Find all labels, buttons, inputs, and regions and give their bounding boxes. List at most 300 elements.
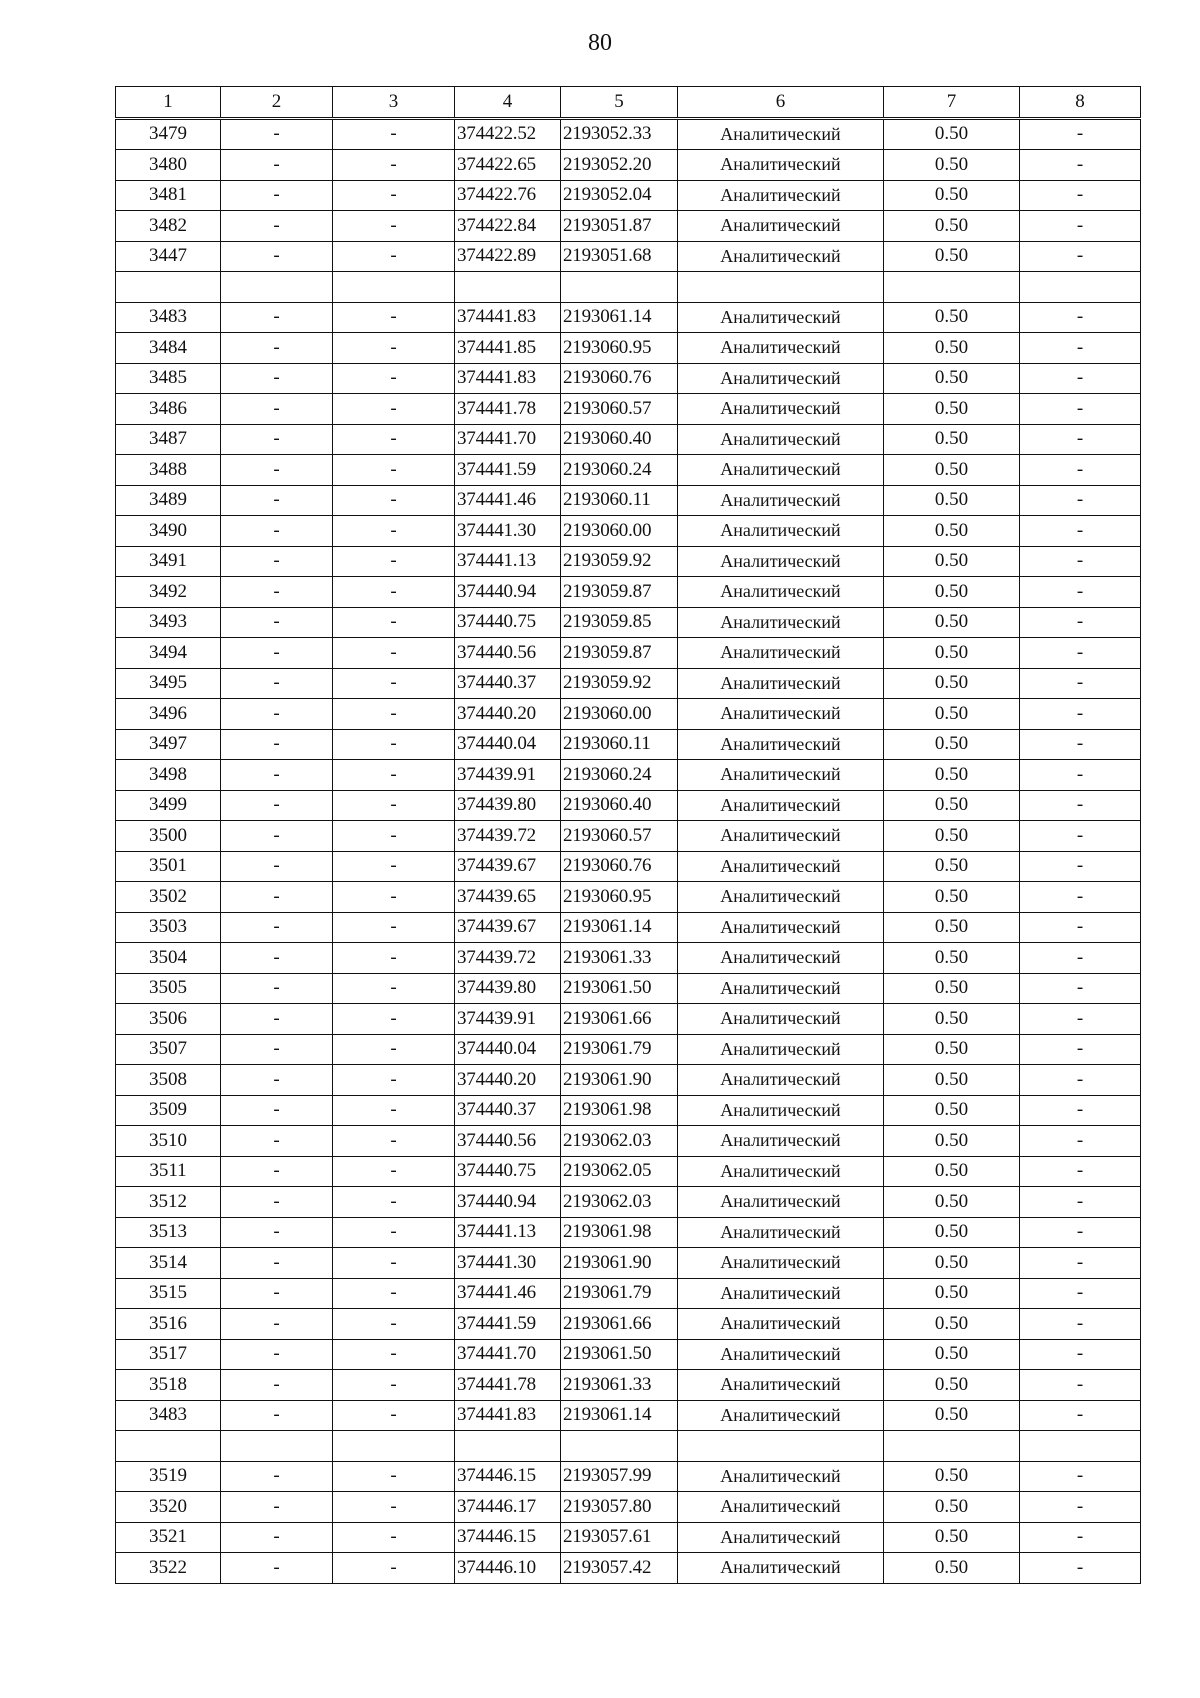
table-cell-col-3: - [333, 1492, 455, 1523]
table-cell-col-1: 3488 [116, 455, 221, 486]
table-cell-col-6: Аналитический [678, 1492, 884, 1523]
table-cell-col-6: Аналитический [678, 577, 884, 608]
table-cell-col-2: - [221, 1522, 333, 1553]
table-cell-col-5: 2193057.42 [561, 1553, 678, 1584]
table-cell-col-6: Аналитический [678, 1156, 884, 1187]
table-cell-col-2: - [221, 1156, 333, 1187]
table-cell-col-7: 0.50 [884, 424, 1020, 455]
table-cell-col-2: - [221, 333, 333, 364]
table-cell-col-1: 3503 [116, 912, 221, 943]
table-cell-col-1: 3485 [116, 363, 221, 394]
table-cell-col-6: Аналитический [678, 302, 884, 333]
table-cell-col-5: 2193061.98 [561, 1095, 678, 1126]
table-cell-col-1: 3517 [116, 1339, 221, 1370]
column-header-1: 1 [116, 87, 221, 119]
table-cell-col-2: - [221, 1095, 333, 1126]
table-cell-col-2: - [221, 1126, 333, 1157]
table-row [116, 821, 1141, 852]
table-cell-col-2: - [221, 1187, 333, 1218]
table-cell-col-2: - [221, 1034, 333, 1065]
table-cell-col-8: - [1020, 455, 1141, 486]
table-cell-col-7: 0.50 [884, 546, 1020, 577]
table-cell-col-4: 374422.65 [455, 150, 561, 181]
table-cell-col-2: - [221, 455, 333, 486]
table-cell-col-8 [1020, 1431, 1141, 1462]
table-cell-col-6: Аналитический [678, 1187, 884, 1218]
table-cell-col-8: - [1020, 638, 1141, 669]
table-cell-col-6: Аналитический [678, 1248, 884, 1279]
table-cell-col-5: 2193061.98 [561, 1217, 678, 1248]
table-cell-col-1: 3500 [116, 821, 221, 852]
table-cell-col-4: 374446.10 [455, 1553, 561, 1584]
table-cell-col-3: - [333, 1461, 455, 1492]
table-row [116, 973, 1141, 1004]
table-cell-col-3: - [333, 1309, 455, 1340]
table-cell-col-8 [1020, 272, 1141, 303]
table-cell-col-4: 374440.04 [455, 1034, 561, 1065]
table-cell-col-6: Аналитический [678, 973, 884, 1004]
table-cell-col-7: 0.50 [884, 851, 1020, 882]
table-cell-col-5: 2193059.87 [561, 638, 678, 669]
table-row [116, 1248, 1141, 1279]
table-cell-col-7: 0.50 [884, 973, 1020, 1004]
table-cell-col-3 [333, 272, 455, 303]
table-cell-col-5: 2193062.03 [561, 1126, 678, 1157]
table-cell-col-5: 2193060.76 [561, 851, 678, 882]
table-cell-col-8: - [1020, 607, 1141, 638]
table-cell-col-6: Аналитический [678, 1217, 884, 1248]
table-cell-col-5: 2193061.14 [561, 1400, 678, 1431]
table-cell-col-7: 0.50 [884, 760, 1020, 791]
table-cell-col-6: Аналитический [678, 729, 884, 760]
table-cell-col-8: - [1020, 1187, 1141, 1218]
table-body [116, 118, 1141, 1583]
table-cell-col-6: Аналитический [678, 1004, 884, 1035]
table-cell-col-4: 374441.46 [455, 1278, 561, 1309]
table-cell-col-1: 3495 [116, 668, 221, 699]
coordinates-table-container [115, 86, 1140, 1584]
table-cell-col-6: Аналитический [678, 1370, 884, 1401]
table-cell-col-5: 2193060.11 [561, 485, 678, 516]
table-cell-col-8: - [1020, 1461, 1141, 1492]
table-cell-col-4: 374439.67 [455, 851, 561, 882]
table-separator-row [116, 1431, 1141, 1462]
table-cell-col-4: 374440.94 [455, 577, 561, 608]
table-cell-col-6: Аналитический [678, 118, 884, 150]
table-cell-col-6: Аналитический [678, 424, 884, 455]
table-cell-col-4: 374439.91 [455, 1004, 561, 1035]
table-cell-col-1: 3484 [116, 333, 221, 364]
table-cell-col-3: - [333, 302, 455, 333]
table-cell-col-1: 3490 [116, 516, 221, 547]
table-row [116, 1553, 1141, 1584]
table-cell-col-3: - [333, 790, 455, 821]
table-cell-col-7: 0.50 [884, 485, 1020, 516]
table-cell-col-7: 0.50 [884, 699, 1020, 730]
table-cell-col-1: 3505 [116, 973, 221, 1004]
table-cell-col-2: - [221, 1461, 333, 1492]
table-row [116, 211, 1141, 242]
table-cell-col-1: 3482 [116, 211, 221, 242]
table-cell-col-3: - [333, 882, 455, 913]
table-cell-col-8: - [1020, 1217, 1141, 1248]
table-cell-col-5: 2193060.11 [561, 729, 678, 760]
table-cell-col-3: - [333, 1156, 455, 1187]
table-cell-col-1: 3496 [116, 699, 221, 730]
table-cell-col-4: 374422.84 [455, 211, 561, 242]
table-cell-col-8: - [1020, 1004, 1141, 1035]
table-cell-col-7: 0.50 [884, 1217, 1020, 1248]
table-cell-col-7: 0.50 [884, 241, 1020, 272]
table-cell-col-1: 3507 [116, 1034, 221, 1065]
table-cell-col-8: - [1020, 1339, 1141, 1370]
table-cell-col-2: - [221, 1309, 333, 1340]
table-cell-col-4: 374439.80 [455, 790, 561, 821]
table-cell-col-7: 0.50 [884, 1309, 1020, 1340]
table-cell-col-4: 374441.59 [455, 1309, 561, 1340]
table-cell-col-4: 374441.85 [455, 333, 561, 364]
table-cell-col-7: 0.50 [884, 1065, 1020, 1096]
table-cell-col-6: Аналитический [678, 1065, 884, 1096]
table-cell-col-8: - [1020, 363, 1141, 394]
table-cell-col-7: 0.50 [884, 577, 1020, 608]
table-cell-col-6: Аналитический [678, 607, 884, 638]
table-cell-col-7: 0.50 [884, 302, 1020, 333]
table-cell-col-7: 0.50 [884, 638, 1020, 669]
table-cell-col-7: 0.50 [884, 1492, 1020, 1523]
table-cell-col-6: Аналитический [678, 1339, 884, 1370]
table-cell-col-3: - [333, 118, 455, 150]
table-row [116, 1400, 1141, 1431]
table-row [116, 790, 1141, 821]
column-header-3: 3 [333, 87, 455, 119]
table-row [116, 760, 1141, 791]
column-header-8: 8 [1020, 87, 1141, 119]
table-cell-col-8: - [1020, 516, 1141, 547]
table-cell-col-5: 2193061.79 [561, 1278, 678, 1309]
column-header-6: 6 [678, 87, 884, 119]
table-cell-col-8: - [1020, 118, 1141, 150]
table-cell-col-4: 374441.13 [455, 1217, 561, 1248]
table-cell-col-3: - [333, 424, 455, 455]
table-row [116, 1278, 1141, 1309]
table-row [116, 333, 1141, 364]
table-cell-col-5: 2193060.24 [561, 455, 678, 486]
table-cell-col-5: 2193059.87 [561, 577, 678, 608]
table-cell-col-2: - [221, 485, 333, 516]
table-cell-col-3: - [333, 1217, 455, 1248]
table-cell-col-5: 2193062.05 [561, 1156, 678, 1187]
table-cell-col-1: 3486 [116, 394, 221, 425]
table-cell-col-6: Аналитический [678, 1278, 884, 1309]
table-cell-col-8: - [1020, 1156, 1141, 1187]
table-cell-col-4: 374446.15 [455, 1461, 561, 1492]
table-cell-col-6: Аналитический [678, 150, 884, 181]
table-cell-col-7: 0.50 [884, 1339, 1020, 1370]
table-cell-col-6: Аналитический [678, 699, 884, 730]
table-cell-col-8: - [1020, 851, 1141, 882]
table-cell-col-2: - [221, 577, 333, 608]
table-cell-col-8: - [1020, 241, 1141, 272]
table-cell-col-1: 3511 [116, 1156, 221, 1187]
column-header-7: 7 [884, 87, 1020, 119]
table-cell-col-7: 0.50 [884, 912, 1020, 943]
table-cell-col-2: - [221, 118, 333, 150]
table-cell-col-2: - [221, 912, 333, 943]
table-cell-col-5: 2193060.95 [561, 333, 678, 364]
table-cell-col-7: 0.50 [884, 1522, 1020, 1553]
table-cell-col-8: - [1020, 1492, 1141, 1523]
table-cell-col-6: Аналитический [678, 363, 884, 394]
table-cell-col-7: 0.50 [884, 1278, 1020, 1309]
table-cell-col-7: 0.50 [884, 1553, 1020, 1584]
table-cell-col-1: 3520 [116, 1492, 221, 1523]
table-row [116, 1370, 1141, 1401]
table-cell-col-8: - [1020, 943, 1141, 974]
table-row [116, 1309, 1141, 1340]
table-cell-col-5: 2193061.66 [561, 1309, 678, 1340]
table-cell-col-5 [561, 1431, 678, 1462]
table-cell-col-4: 374440.37 [455, 1095, 561, 1126]
table-cell-col-3: - [333, 1248, 455, 1279]
table-row [116, 1065, 1141, 1096]
table-row [116, 1156, 1141, 1187]
table-cell-col-2 [221, 272, 333, 303]
table-cell-col-1: 3494 [116, 638, 221, 669]
table-cell-col-1: 3493 [116, 607, 221, 638]
coordinates-table [115, 86, 1141, 1584]
table-row [116, 1217, 1141, 1248]
table-row [116, 1187, 1141, 1218]
table-cell-col-1: 3481 [116, 180, 221, 211]
table-cell-col-7: 0.50 [884, 1461, 1020, 1492]
table-cell-col-1: 3514 [116, 1248, 221, 1279]
table-cell-col-3: - [333, 1278, 455, 1309]
table-cell-col-3: - [333, 699, 455, 730]
table-cell-col-5: 2193061.33 [561, 943, 678, 974]
table-cell-col-7 [884, 272, 1020, 303]
table-cell-col-8: - [1020, 424, 1141, 455]
table-cell-col-1: 3483 [116, 302, 221, 333]
table-cell-col-5: 2193060.40 [561, 424, 678, 455]
table-row [116, 424, 1141, 455]
table-row [116, 485, 1141, 516]
table-cell-col-1: 3522 [116, 1553, 221, 1584]
table-cell-col-2: - [221, 1553, 333, 1584]
table-cell-col-3: - [333, 1126, 455, 1157]
table-cell-col-4: 374441.46 [455, 485, 561, 516]
table-row [116, 1522, 1141, 1553]
table-cell-col-4: 374441.78 [455, 1370, 561, 1401]
table-cell-col-8: - [1020, 1309, 1141, 1340]
table-cell-col-4: 374440.20 [455, 1065, 561, 1096]
table-cell-col-2 [221, 1431, 333, 1462]
table-cell-col-6: Аналитический [678, 912, 884, 943]
table-row [116, 516, 1141, 547]
table-cell-col-7: 0.50 [884, 1248, 1020, 1279]
table-cell-col-1: 3504 [116, 943, 221, 974]
table-row [116, 638, 1141, 669]
table-cell-col-1 [116, 272, 221, 303]
table-cell-col-8: - [1020, 302, 1141, 333]
table-cell-col-2: - [221, 1004, 333, 1035]
table-cell-col-8: - [1020, 1095, 1141, 1126]
table-cell-col-8: - [1020, 790, 1141, 821]
table-cell-col-1: 3516 [116, 1309, 221, 1340]
table-cell-col-5 [561, 272, 678, 303]
table-cell-col-2: - [221, 1400, 333, 1431]
table-cell-col-3: - [333, 973, 455, 1004]
table-cell-col-2: - [221, 394, 333, 425]
table-cell-col-3: - [333, 1553, 455, 1584]
table-row [116, 668, 1141, 699]
table-cell-col-7: 0.50 [884, 882, 1020, 913]
table-cell-col-2: - [221, 882, 333, 913]
table-cell-col-4: 374441.83 [455, 363, 561, 394]
table-cell-col-4: 374440.20 [455, 699, 561, 730]
table-row [116, 912, 1141, 943]
table-cell-col-6: Аналитический [678, 485, 884, 516]
table-cell-col-2: - [221, 211, 333, 242]
table-cell-col-7: 0.50 [884, 1034, 1020, 1065]
table-cell-col-2: - [221, 760, 333, 791]
table-cell-col-4: 374422.76 [455, 180, 561, 211]
table-cell-col-4: 374441.70 [455, 1339, 561, 1370]
table-cell-col-5: 2193060.57 [561, 821, 678, 852]
table-cell-col-8: - [1020, 577, 1141, 608]
table-cell-col-1: 3502 [116, 882, 221, 913]
table-cell-col-7: 0.50 [884, 394, 1020, 425]
table-cell-col-4: 374441.13 [455, 546, 561, 577]
table-cell-col-2: - [221, 1217, 333, 1248]
table-row [116, 546, 1141, 577]
column-header-2: 2 [221, 87, 333, 119]
table-cell-col-3: - [333, 485, 455, 516]
table-cell-col-3: - [333, 912, 455, 943]
table-cell-col-1: 3506 [116, 1004, 221, 1035]
table-cell-col-1: 3515 [116, 1278, 221, 1309]
table-cell-col-1: 3489 [116, 485, 221, 516]
table-cell-col-5: 2193061.79 [561, 1034, 678, 1065]
table-cell-col-5: 2193051.68 [561, 241, 678, 272]
table-cell-col-3: - [333, 1034, 455, 1065]
table-cell-col-3: - [333, 546, 455, 577]
table-cell-col-7: 0.50 [884, 1187, 1020, 1218]
table-cell-col-1: 3492 [116, 577, 221, 608]
table-cell-col-5: 2193060.00 [561, 516, 678, 547]
table-cell-col-5: 2193061.33 [561, 1370, 678, 1401]
table-cell-col-7: 0.50 [884, 118, 1020, 150]
table-cell-col-8: - [1020, 180, 1141, 211]
table-cell-col-1: 3519 [116, 1461, 221, 1492]
table-cell-col-5: 2193061.90 [561, 1065, 678, 1096]
table-row [116, 699, 1141, 730]
table-cell-col-2: - [221, 424, 333, 455]
table-cell-col-4: 374440.56 [455, 638, 561, 669]
table-cell-col-3: - [333, 1095, 455, 1126]
table-cell-col-2: - [221, 607, 333, 638]
table-cell-col-3: - [333, 1339, 455, 1370]
table-cell-col-1: 3479 [116, 118, 221, 150]
table-cell-col-3 [333, 1431, 455, 1462]
table-separator-row [116, 272, 1141, 303]
table-cell-col-8: - [1020, 1065, 1141, 1096]
table-cell-col-6: Аналитический [678, 1095, 884, 1126]
table-cell-col-1: 3498 [116, 760, 221, 791]
table-cell-col-2: - [221, 150, 333, 181]
table-cell-col-3: - [333, 943, 455, 974]
column-header-4: 4 [455, 87, 561, 119]
table-cell-col-2: - [221, 302, 333, 333]
table-cell-col-7: 0.50 [884, 607, 1020, 638]
table-cell-col-4: 374439.65 [455, 882, 561, 913]
table-cell-col-8: - [1020, 150, 1141, 181]
table-cell-col-2: - [221, 1370, 333, 1401]
table-cell-col-8: - [1020, 333, 1141, 364]
table-cell-col-3: - [333, 607, 455, 638]
table-cell-col-6: Аналитический [678, 851, 884, 882]
table-cell-col-6: Аналитический [678, 455, 884, 486]
table-cell-col-7: 0.50 [884, 1370, 1020, 1401]
table-cell-col-8: - [1020, 1522, 1141, 1553]
table-row [116, 882, 1141, 913]
table-cell-col-3: - [333, 211, 455, 242]
table-cell-col-4: 374439.72 [455, 821, 561, 852]
table-row [116, 394, 1141, 425]
table-row [116, 180, 1141, 211]
table-row [116, 851, 1141, 882]
table-row [116, 1126, 1141, 1157]
table-cell-col-5: 2193052.33 [561, 118, 678, 150]
table-cell-col-8: - [1020, 1248, 1141, 1279]
table-cell-col-7: 0.50 [884, 668, 1020, 699]
table-cell-col-3: - [333, 1004, 455, 1035]
table-cell-col-8: - [1020, 729, 1141, 760]
table-cell-col-2: - [221, 1278, 333, 1309]
table-cell-col-6: Аналитический [678, 1400, 884, 1431]
table-cell-col-3: - [333, 180, 455, 211]
table-cell-col-2: - [221, 1065, 333, 1096]
table-cell-col-5: 2193060.24 [561, 760, 678, 791]
table-cell-col-1: 3447 [116, 241, 221, 272]
table-cell-col-3: - [333, 577, 455, 608]
table-cell-col-5: 2193060.00 [561, 699, 678, 730]
table-row [116, 1034, 1141, 1065]
table-cell-col-8: - [1020, 912, 1141, 943]
table-cell-col-2: - [221, 180, 333, 211]
table-cell-col-6: Аналитический [678, 1309, 884, 1340]
table-cell-col-8: - [1020, 1034, 1141, 1065]
table-cell-col-6: Аналитический [678, 241, 884, 272]
table-cell-col-4: 374446.15 [455, 1522, 561, 1553]
table-cell-col-7: 0.50 [884, 1156, 1020, 1187]
table-row [116, 455, 1141, 486]
table-cell-col-6: Аналитический [678, 333, 884, 364]
table-cell-col-8: - [1020, 1278, 1141, 1309]
table-cell-col-8: - [1020, 699, 1141, 730]
table-cell-col-5: 2193061.50 [561, 973, 678, 1004]
table-cell-col-3: - [333, 1522, 455, 1553]
table-cell-col-6: Аналитический [678, 1522, 884, 1553]
table-cell-col-3: - [333, 1187, 455, 1218]
table-row [116, 241, 1141, 272]
table-cell-col-7 [884, 1431, 1020, 1462]
table-cell-col-3: - [333, 760, 455, 791]
table-cell-col-3: - [333, 150, 455, 181]
table-cell-col-3: - [333, 821, 455, 852]
table-cell-col-5: 2193057.99 [561, 1461, 678, 1492]
table-cell-col-4: 374441.30 [455, 516, 561, 547]
